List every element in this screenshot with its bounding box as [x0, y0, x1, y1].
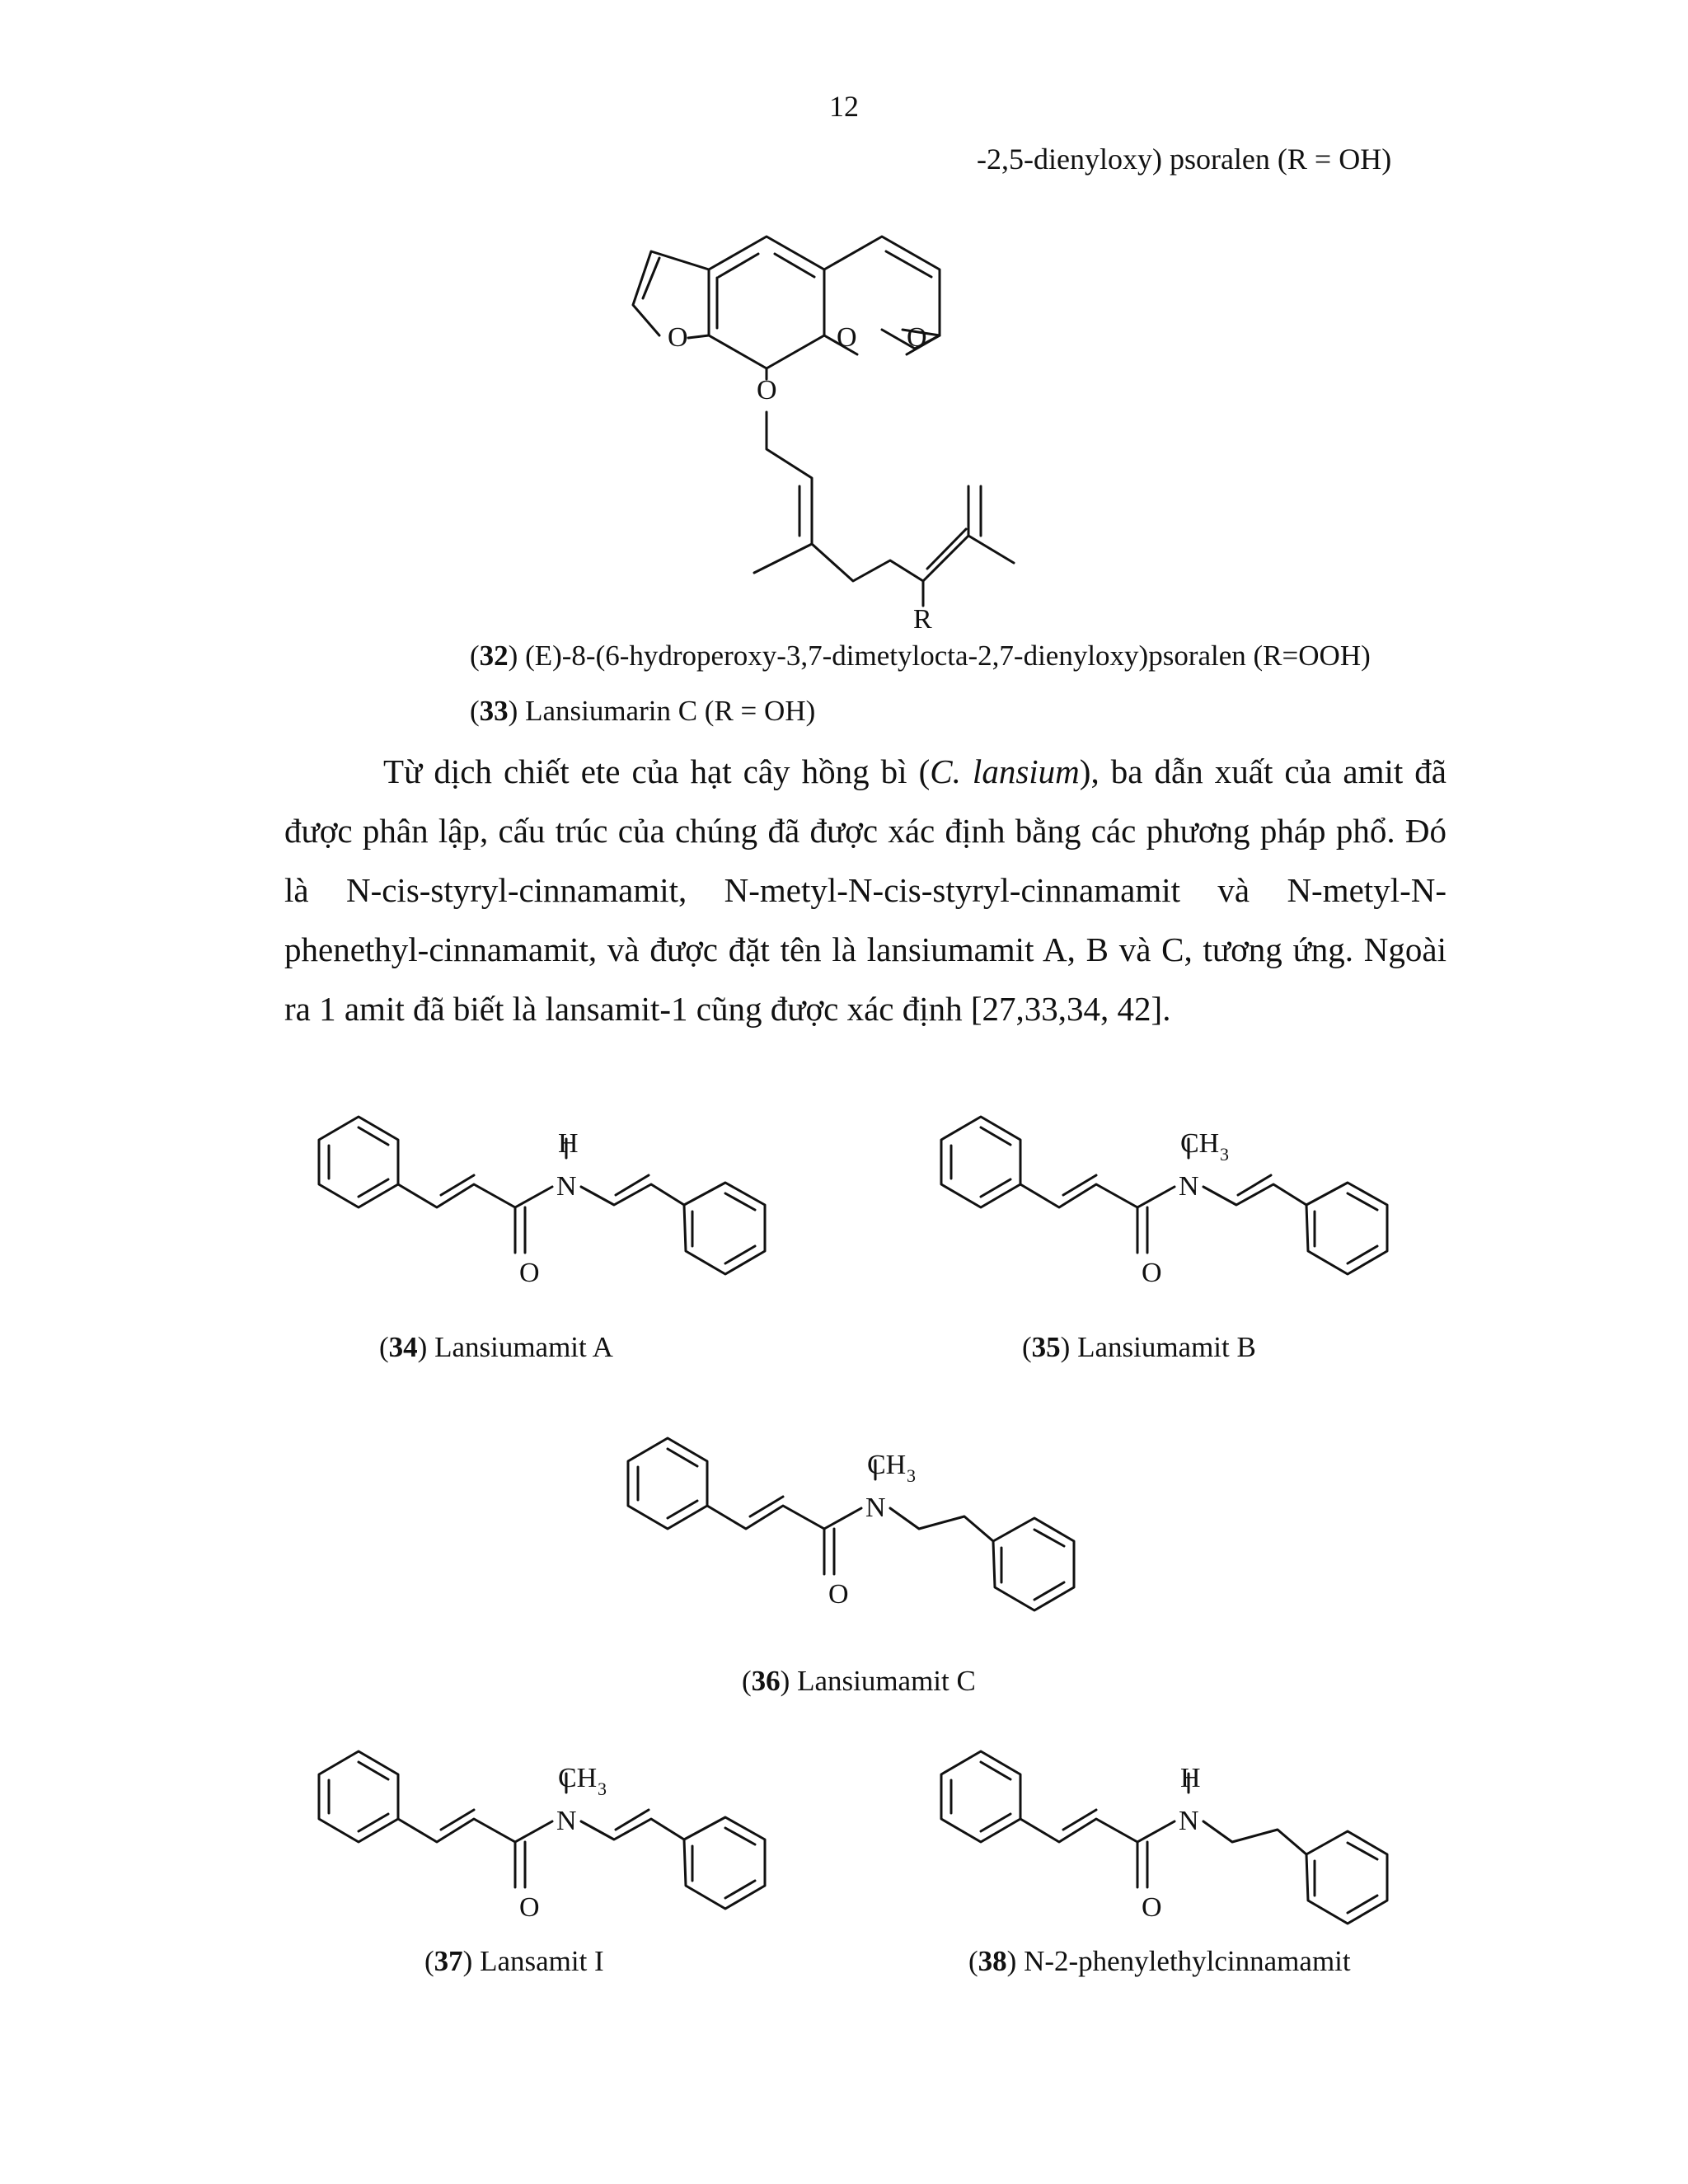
atom-o-38: O	[1142, 1892, 1162, 1923]
caption-37: (37) Lansamit I	[424, 1945, 604, 1977]
compound-37-structure	[319, 1751, 765, 1909]
r-substituent: R	[913, 604, 932, 635]
atom-o-35: O	[1142, 1258, 1162, 1288]
caption-38: (38) N-2-phenylethylcinnamamit	[968, 1945, 1351, 1977]
atom-n-34: N	[556, 1171, 577, 1202]
ether-oxygen: O	[757, 375, 777, 405]
atom-n-35: N	[1179, 1171, 1199, 1202]
compound-38-structure	[941, 1751, 1387, 1924]
atom-h-38: H	[1180, 1763, 1201, 1793]
atom-n-37: N	[556, 1806, 577, 1836]
compound-35-structure	[941, 1117, 1387, 1274]
atom-h-34: H	[558, 1128, 579, 1159]
body-paragraph: Từ dịch chiết ete của hạt cây hồng bì (C. lansium), ba dẫn xuất của amit đã được phân lập, cấu trúc của chúng đã được xác định bằng các phương pháp phổ. Đó là N-cis-styryl-cinnamamit, N-metyl-N-cis-styryl-cinnamamit và N-metyl-N-phenethyl-cinnamamit, và được đặt tên là lansiumamit A, B và C, tương ứng. Ngoài ra 1 amit đã biết là lansamit-1 cũng được xác định [27,33,34, 42].	[284, 752, 1447, 1028]
atom-n-36: N	[865, 1493, 886, 1523]
continued-caption: -2,5-dienyloxy) psoralen (R = OH)	[977, 143, 1392, 176]
caption-36: (36) Lansiumamit C	[742, 1665, 976, 1697]
atom-ch-35: CH	[1180, 1128, 1220, 1159]
atom-sub3-37: 3	[598, 1779, 607, 1799]
atom-ch-37: CH	[558, 1763, 598, 1793]
atom-sub3-35: 3	[1220, 1144, 1229, 1165]
atom-o-37: O	[519, 1892, 540, 1923]
compound-36-structure	[628, 1438, 1074, 1610]
atom-o-36: O	[828, 1579, 849, 1610]
page-number: 12	[829, 90, 859, 123]
pyran-oxygen: O	[837, 322, 857, 353]
compound-34-structure	[319, 1117, 765, 1274]
caption-35: (35) Lansiumamit B	[1022, 1331, 1256, 1363]
atom-n-38: N	[1179, 1806, 1199, 1836]
caption-34: (34) Lansiumamit A	[379, 1331, 613, 1363]
atom-sub3-36: 3	[907, 1465, 916, 1486]
furan-oxygen: O	[668, 322, 688, 353]
caption-33: (33) Lansiumarin C (R = OH)	[470, 695, 816, 727]
atom-ch-36: CH	[867, 1450, 907, 1480]
carbonyl-oxygen: O	[907, 322, 927, 353]
caption-32: (32) (E)-8-(6-hydroperoxy-3,7-dimetylocta-2,7-dienyloxy)psoralen (R=OOH)	[470, 640, 1371, 672]
atom-o-34: O	[519, 1258, 540, 1288]
